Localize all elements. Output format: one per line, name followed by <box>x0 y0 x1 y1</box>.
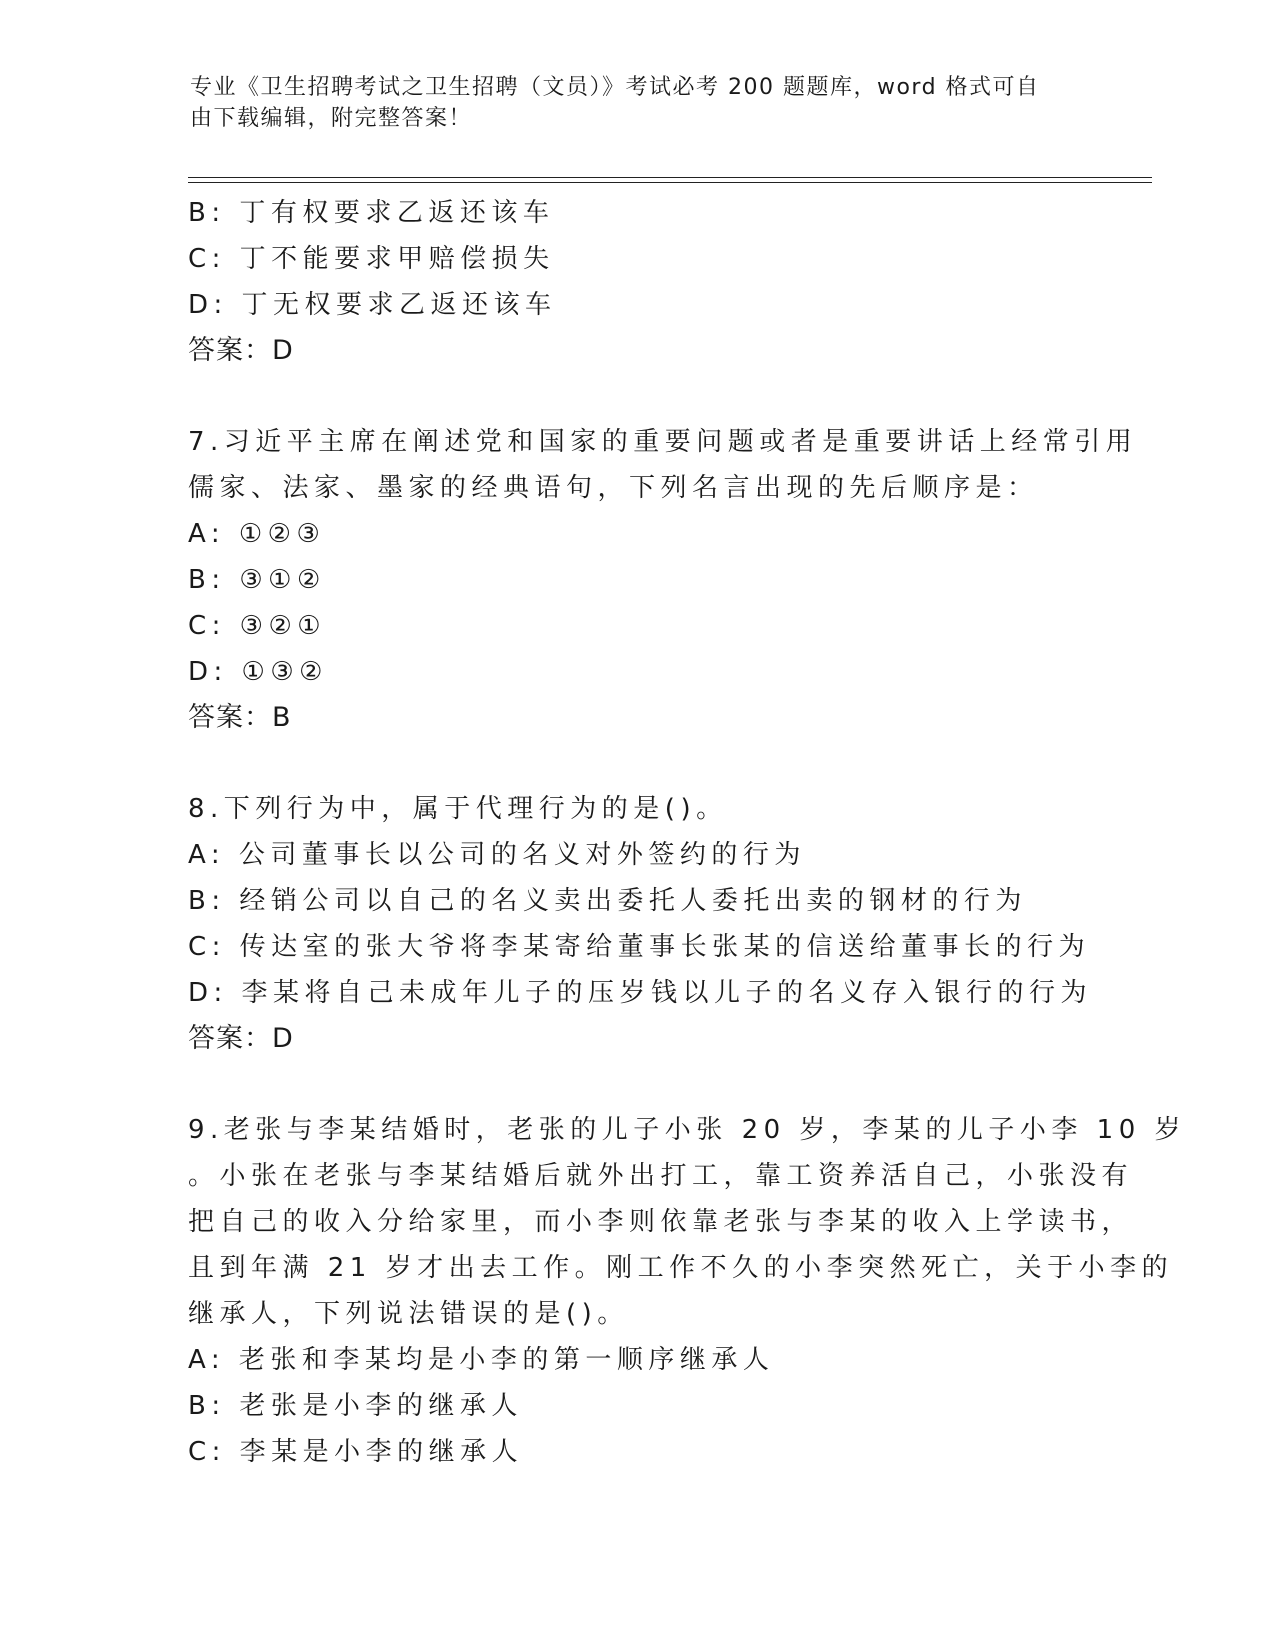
spacer <box>188 1062 1088 1107</box>
spacer <box>188 374 1088 419</box>
option-a: A: 老张和李某均是小李的第一顺序继承人 <box>188 1345 775 1375</box>
question-7-block <box>188 419 1138 741</box>
option-c: C: 李某是小李的继承人 <box>188 1437 524 1467</box>
header-line-1: 专业《卫生招聘考试之卫生招聘（文员）》考试必考 200 题题库，word 格式可自 <box>190 75 1040 100</box>
document-header <box>190 72 1070 134</box>
question-6-block <box>188 190 1088 374</box>
option-b: B: 经销公司以自己的名义卖出委托人委托出卖的钢材的行为 <box>188 886 1027 916</box>
question-text-line: 继承人，下列说法错误的是()。 <box>188 1299 629 1329</box>
answer-line: 答案：D <box>188 1023 294 1054</box>
option-c: C: 传达室的张大爷将李某寄给董事长张某的信送给董事长的行为 <box>188 932 1091 962</box>
question-text-line: 。小张在老张与李某结婚后就外出打工，靠工资养活自己，小张没有 <box>188 1161 1134 1191</box>
option-d: D: ①③② <box>188 657 328 687</box>
option-d: D: 李某将自己未成年儿子的压岁钱以儿子的名义存入银行的行为 <box>188 978 1093 1008</box>
question-content <box>188 190 1187 1475</box>
option-b: B: 丁有权要求乙返还该车 <box>188 198 555 228</box>
option-d: D: 丁无权要求乙返还该车 <box>188 290 557 320</box>
question-9-block <box>188 1107 1187 1475</box>
question-text-line: 把自己的收入分给家里，而小李则依靠老张与李某的收入上学读书， <box>188 1207 1134 1237</box>
option-c: C: ③②① <box>188 611 327 641</box>
question-text-line: 9.老张与李某结婚时，老张的儿子小张 20 岁，李某的儿子小李 10 岁 <box>188 1115 1187 1145</box>
option-b: B: 老张是小李的继承人 <box>188 1391 523 1421</box>
spacer <box>188 741 1088 786</box>
question-text-line: 儒家、法家、墨家的经典语句，下列名言出现的先后顺序是： <box>188 473 1039 503</box>
answer-line: 答案：B <box>188 702 292 733</box>
question-text-line: 7.习近平主席在阐述党和国家的重要问题或者是重要讲话上经常引用 <box>188 427 1138 457</box>
option-c: C: 丁不能要求甲赔偿损失 <box>188 244 555 274</box>
option-b: B: ③①② <box>188 565 326 595</box>
question-text-line: 8.下列行为中，属于代理行为的是()。 <box>188 794 728 824</box>
header-line-2: 由下载编辑，附完整答案！ <box>190 106 473 131</box>
option-a: A: 公司董事长以公司的名义对外签约的行为 <box>188 840 806 870</box>
answer-line: 答案：D <box>188 335 294 366</box>
question-8-block <box>188 786 1093 1062</box>
question-text-line: 且到年满 21 岁才出去工作。刚工作不久的小李突然死亡，关于小李的 <box>188 1253 1174 1283</box>
header-divider <box>188 177 1152 183</box>
option-a: A: ①②③ <box>188 519 326 549</box>
